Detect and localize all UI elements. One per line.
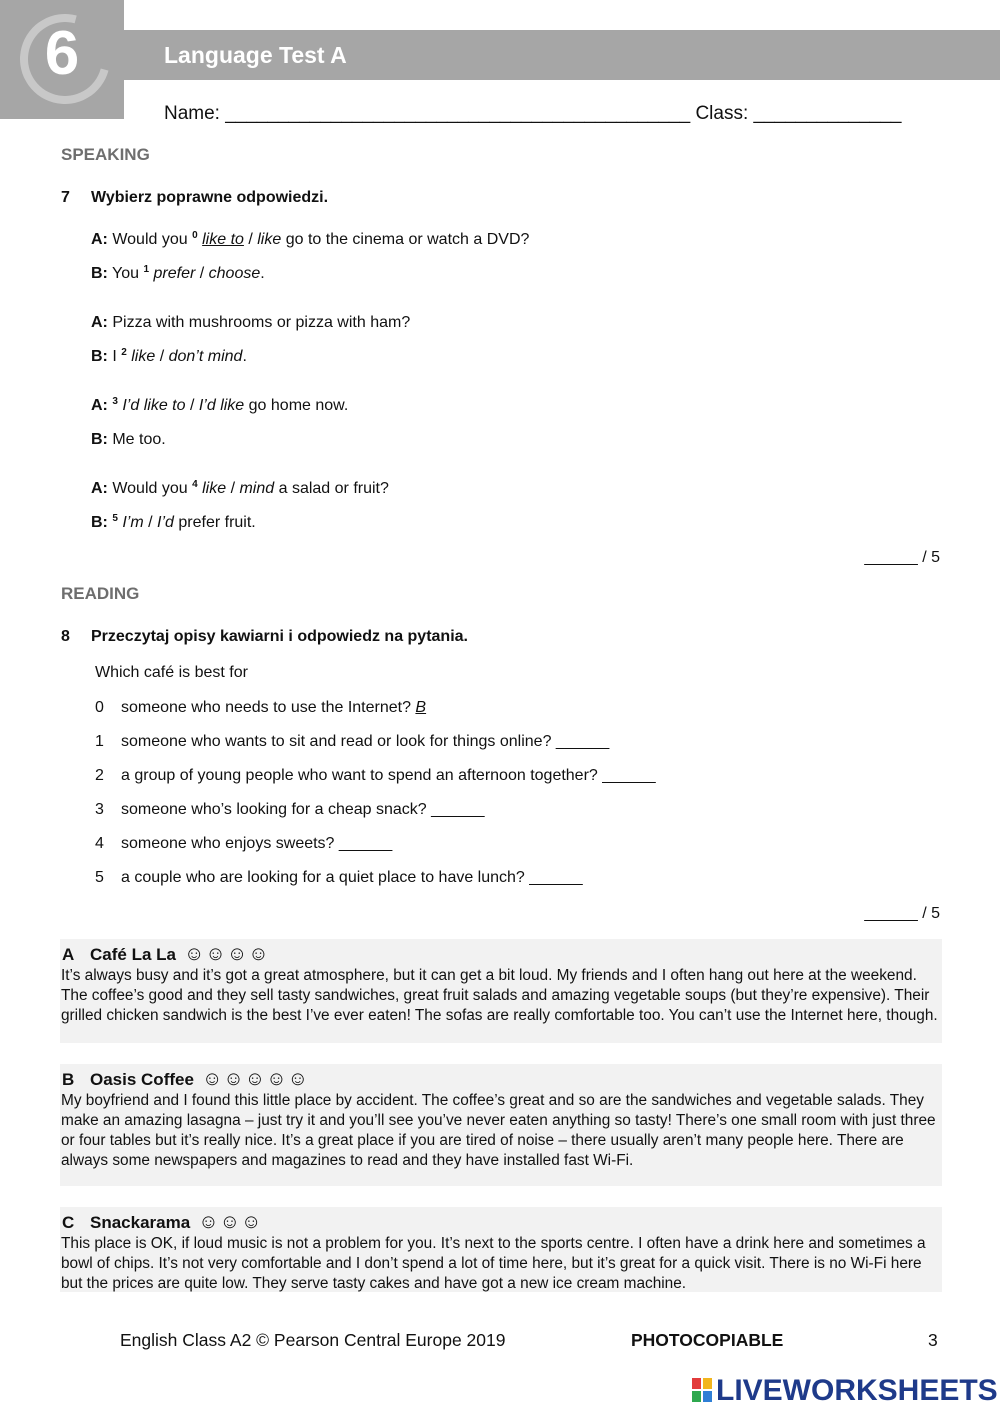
cafe-description: This place is OK, if loud music is not a problem for you. It’s next to the sports centre. I often have a drink here and sometimes a bowl of chips. It’s not very comfortable and I don’t spend a lot of time here, but it’s great for a quick visit. There is no Wi-Fi here but the prices are quite low. They serve tasty cakes and have got a new ice cream machine.	[61, 1235, 926, 1292]
task-7-instruction	[61, 189, 328, 207]
liveworksheets-logo-icon	[692, 1378, 712, 1402]
speaking-section-title: SPEAKING	[61, 145, 150, 164]
task-instruction: Wybierz poprawne odpowiedzi.	[91, 189, 329, 206]
smiley-rating-icon: ☺☺☺☺	[183, 943, 270, 965]
logo-text: LIVEWORKSHEETS	[716, 1374, 998, 1407]
dialogue-line[interactable]: B: You $^1$ prefer / choose.	[91, 264, 265, 282]
cafe-heading: A Café La La ☺☺☺☺	[62, 943, 270, 965]
question-item[interactable]: 1 someone who wants to sit and read or look for things online? ______	[95, 733, 610, 750]
unit-number: 6	[44, 19, 80, 88]
cafe-card-a	[60, 939, 942, 1043]
footer-photocopiable: PHOTOCOPIABLE	[631, 1330, 784, 1350]
liveworksheets-logo[interactable]	[692, 1374, 998, 1408]
task-number: 8	[61, 628, 70, 645]
question-lead: Which café is best for	[95, 664, 248, 681]
question-item[interactable]: 2 a group of young people who want to spend an afternoon together? ______	[95, 767, 656, 784]
dialogue-line[interactable]: A: $^3$ I’d like to / I’d like go home now.	[91, 396, 349, 414]
smiley-rating-icon: ☺☺☺☺☺	[201, 1068, 310, 1090]
name-class-line[interactable]: Name: ____________________________________________ Class: ______________	[164, 103, 902, 124]
question-item[interactable]: 3 someone who’s looking for a cheap snack? ______	[95, 801, 485, 818]
task-instruction: Przeczytaj opisy kawiarni i odpowiedz na pytania.	[91, 628, 468, 645]
dialogue-line[interactable]: B: I $^2$ like / don’t mind.	[91, 347, 247, 365]
dialogue-line[interactable]: B: $^5$ I’m / I’d prefer fruit.	[91, 513, 256, 531]
speaking-score[interactable]: ______ / 5	[864, 549, 940, 566]
dialogue-line: A: Pizza with mushrooms or pizza with ham?	[91, 314, 411, 331]
task-number: 7	[61, 189, 70, 206]
cafe-description: My boyfriend and I found this little place by accident. The coffee’s great and so are the sandwiches and vegetable salads. They make an amazing lasagna – just try it and you’ll see you’ve never eaten anything so tasty! There’s one small room with just three or four tables but it’s really nice. It’s a great place if you are tired of noise – there usually aren’t many people here. There are always some newspapers and magazines to read and they have installed fast Wi-Fi.	[61, 1092, 936, 1169]
dialogue-line: A: Would you $^0$ like to / like go to the cinema or watch a DVD?	[91, 230, 530, 248]
reading-score[interactable]: ______ / 5	[864, 905, 940, 922]
question-item[interactable]: 5 a couple who are looking for a quiet place to have lunch? ______	[95, 869, 583, 886]
cafe-heading: C Snackarama ☺☺☺	[62, 1211, 263, 1233]
footer-copyright: English Class A2 © Pearson Central Europe 2019	[120, 1330, 506, 1350]
cafe-card-c	[60, 1207, 942, 1292]
question-item: 0 someone who needs to use the Internet? B	[95, 699, 427, 716]
page-title: Language Test A	[164, 42, 347, 68]
task-8-instruction	[61, 628, 468, 646]
smiley-rating-icon: ☺☺☺	[198, 1211, 263, 1233]
cafe-card-b	[60, 1064, 942, 1186]
dialogue-line: B: Me too.	[91, 431, 166, 448]
footer-page-number: 3	[928, 1330, 938, 1350]
answer-example: B	[415, 699, 427, 716]
reading-section-title: READING	[61, 584, 140, 603]
cafe-description: It’s always busy and it’s got a great atmosphere, but it can get a bit loud. My friends and I often hang out here at the weekend. The coffee’s good and they sell tasty sandwiches, great fruit salads and amazing vegetable soups (but they’re expensive). Their grilled chicken sandwich is the best I’ve ever eaten! The sofas are really comfortable too. You can’t use the Internet here, though.	[61, 967, 938, 1024]
question-item[interactable]: 4 someone who enjoys sweets? ______	[95, 835, 393, 852]
cafe-heading: B Oasis Coffee ☺☺☺☺☺	[62, 1068, 310, 1090]
dialogue-line[interactable]: A: Would you $^4$ like / mind a salad or fruit?	[91, 479, 389, 497]
